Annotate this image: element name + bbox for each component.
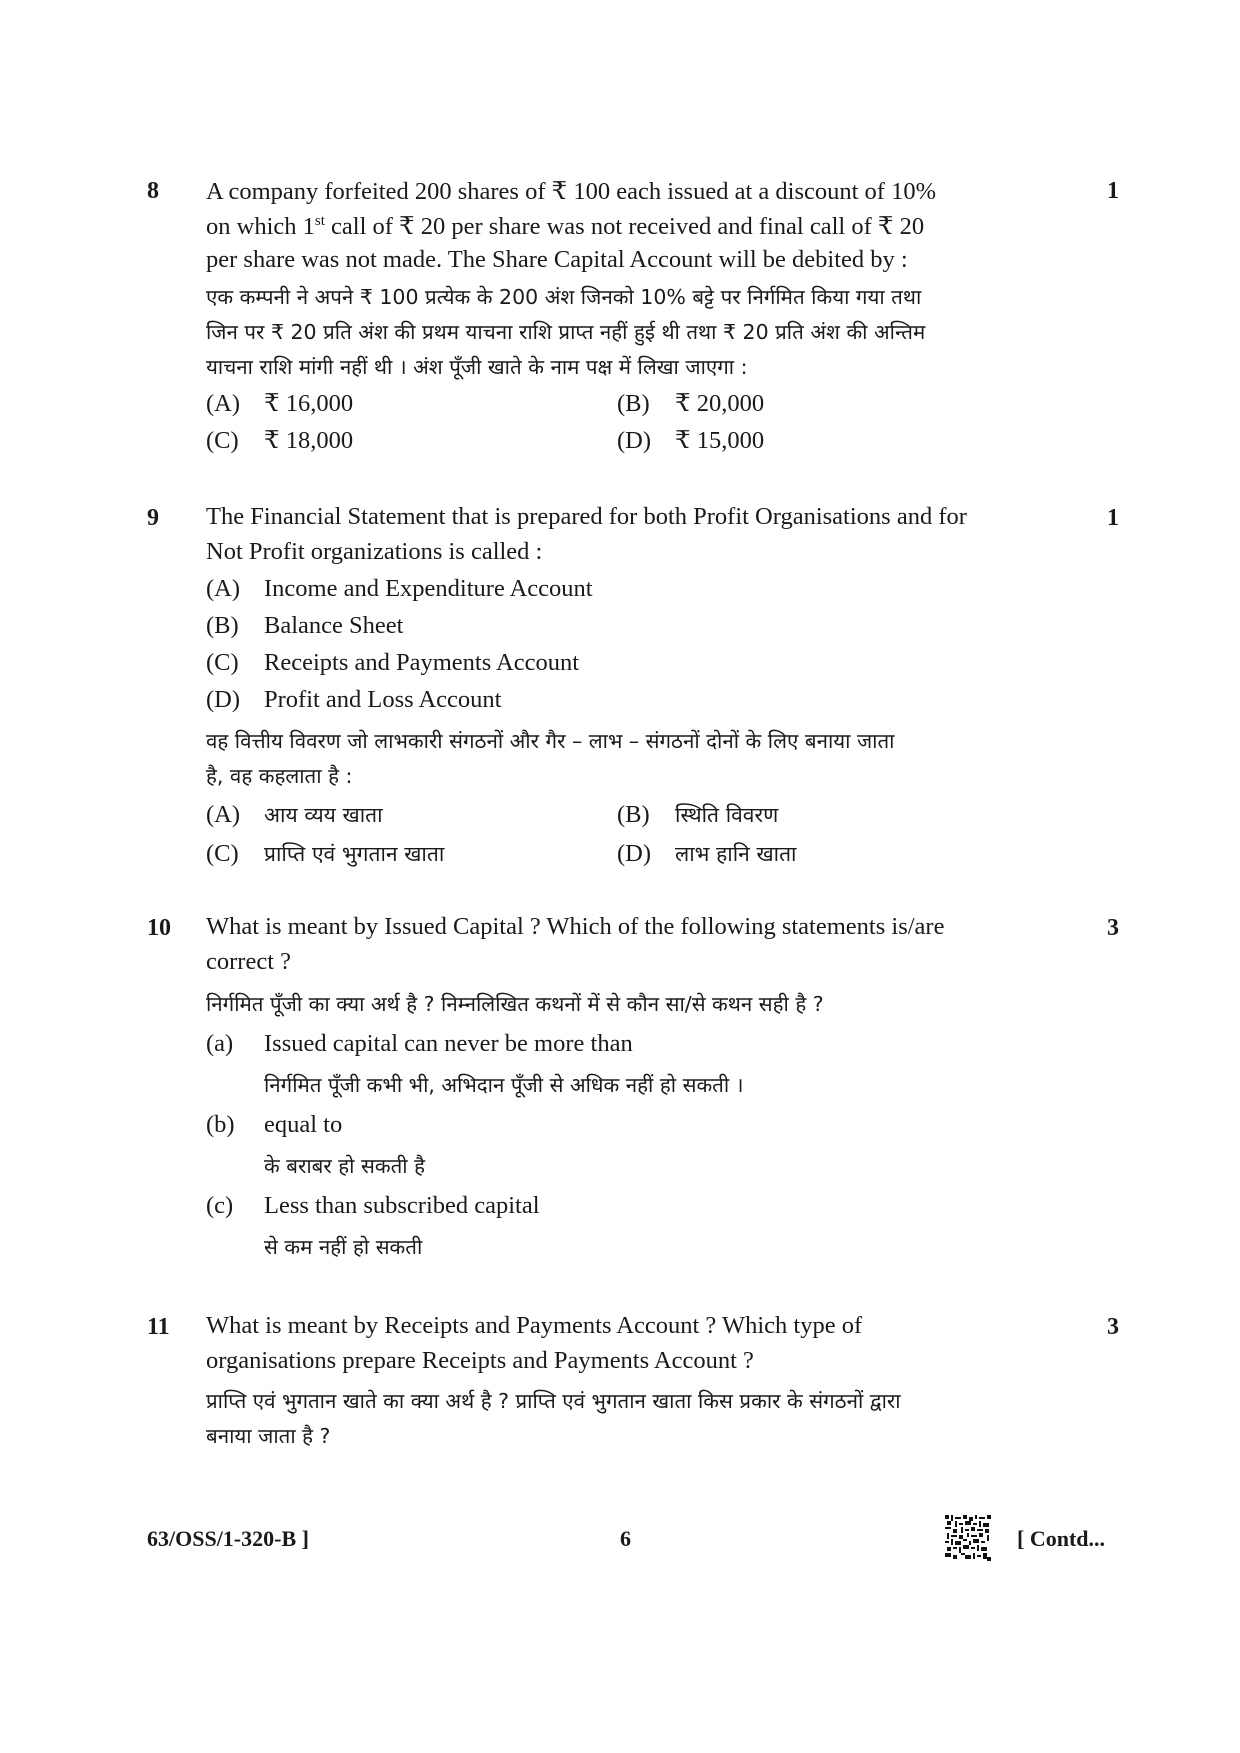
option-c: (C) ₹ 18,000 (206, 427, 354, 454)
question-text-en: What is meant by Issued Capital ? Which of the following statements is/are (206, 913, 945, 940)
question-text-en: on which 1st call of ₹ 20 per share was not received and final call of ₹ 20 (206, 212, 925, 240)
question-text-hi: निर्गमित पूँजी का क्या अर्थ है ? निम्नलिखित कथनों में से कौन सा/से कथन सही है ? (206, 992, 824, 1016)
exam-page: 8 1 A company forfeited 200 shares of ₹ 100 each issued at a discount of 10% on which 1st call of ₹ 20 per share was not received and final call of ₹ 20 per share was not made. The Share Capital Account will be debited by : एक कम्पनी ने अपने ₹ 100 प्रत्येक के 200 अंश जिनको 10% बट्टे पर निर्गमित किया गया तथा जिन पर ₹ 20 प्रति अंश की प्रथम याचना राशि प्राप्त नहीं हुई थी तथा ₹ 20 प्रति अंश की अन्तिम याचना राशि मांगी नहीं थी । अंश पूँजी खाते के नाम पक्ष में लिखा जाएगा : (A) ₹ 16,000 (B) ₹ 20,000 (C) ₹ 18,000 (D) ₹ 15,000 9 1 The Financial Statement that is prepared for both Profit Organisations and for Not Profit organizations is called : (A) Income and Expenditure Account (B) Balance Sheet (C) Receipts and Payments Account (D) Profit and Loss Account वह वित्तीय विवरण जो लाभकारी संगठनों और गैर – लाभ – संगठनों दोनों के लिए बनाया जाता है, वह कहलाता है : (A) आय व्यय खाता (B) स्थिति विवरण (C) प्राप्ति एवं भुगतान खाता (D) लाभ हानि खाता 10 3 What is meant by Issued Capital ? Which of the following statements is/are correct ? निर्गमित पूँजी का क्या अर्थ है ? निम्नलिखित कथनों में से कौन सा/से कथन सही है ? (a) Issued capital can never be more than निर्गमित पूँजी कभी भी, अभिदान पूँजी से अधिक नहीं हो सकती । (b) equal to के बराबर हो सकती है (c) Less than subscribed capital से कम नहीं हो सकती 11 3 What is meant by Receipts and Payments Account ? Which type of organisations prepare Receipts and Payments Account ? प्राप्ति एवं भुगतान खाते का क्या अर्थ है ? प्राप्ति एवं भुगतान खाता किस प्रकार के संगठनों द्वारा बनाया जाता है ? 63/OSS/1-320-B ] 6 [ Contd... (0, 0, 1240, 1753)
question-number: 8 (147, 178, 159, 204)
question-marks: 3 (1107, 1314, 1119, 1340)
statement-b-hi: के बराबर हो सकती है (264, 1154, 425, 1178)
question-text-hi: प्राप्ति एवं भुगतान खाते का क्या अर्थ है ? प्राप्ति एवं भुगतान खाता किस प्रकार के संगठनों द्वारा (206, 1389, 901, 1413)
question-text-en: What is meant by Receipts and Payments Account ? Which type of (206, 1312, 863, 1339)
question-text-hi: याचना राशि मांगी नहीं थी । अंश पूँजी खाते के नाम पक्ष में लिखा जाएगा : (206, 355, 748, 379)
question-text-hi: जिन पर ₹ 20 प्रति अंश की प्रथम याचना राशि प्राप्त नहीं हुई थी तथा ₹ 20 प्रति अंश की अन्तिम (206, 320, 926, 344)
option-b: (B) ₹ 20,000 (617, 390, 765, 417)
option-d: (D) Profit and Loss Account (206, 686, 502, 713)
option-d: (D) ₹ 15,000 (617, 427, 765, 454)
question-number: 10 (147, 915, 171, 941)
option-b-hi: (B) स्थिति विवरण (617, 801, 779, 828)
option-a: (A) Income and Expenditure Account (206, 575, 593, 602)
question-text-en: organisations prepare Receipts and Payments Account ? (206, 1347, 754, 1374)
statement-a-hi: निर्गमित पूँजी कभी भी, अभिदान पूँजी से अधिक नहीं हो सकती । (264, 1073, 744, 1097)
page-number: 6 (620, 1526, 631, 1551)
question-marks: 1 (1107, 178, 1119, 204)
question-number: 11 (147, 1314, 170, 1340)
question-text-en: The Financial Statement that is prepared for both Profit Organisations and for (206, 503, 967, 530)
question-text-hi: है, वह कहलाता है : (206, 764, 353, 788)
option-b: (B) Balance Sheet (206, 612, 404, 639)
question-text-hi: एक कम्पनी ने अपने ₹ 100 प्रत्येक के 200 अंश जिनको 10% बट्टे पर निर्गमित किया गया तथा (206, 285, 922, 309)
option-a-hi: (A) आय व्यय खाता (206, 801, 383, 828)
question-marks: 3 (1107, 915, 1119, 941)
question-text-hi: बनाया जाता है ? (206, 1424, 331, 1448)
question-text-en: per share was not made. The Share Capital Account will be debited by : (206, 246, 908, 273)
option-a: (A) ₹ 16,000 (206, 390, 354, 417)
question-number: 9 (147, 505, 159, 531)
statement-c-hi: से कम नहीं हो सकती (264, 1235, 423, 1259)
question-text-hi: वह वित्तीय विवरण जो लाभकारी संगठनों और गैर – लाभ – संगठनों दोनों के लिए बनाया जाता (206, 729, 895, 753)
option-c-hi: (C) प्राप्ति एवं भुगतान खाता (206, 840, 445, 867)
paper-code: 63/OSS/1-320-B ] (147, 1526, 309, 1551)
continued-label: [ Contd... (1017, 1526, 1106, 1551)
question-text-en: Not Profit organizations is called : (206, 538, 543, 565)
option-d-hi: (D) लाभ हानि खाता (617, 840, 797, 867)
question-text-en: A company forfeited 200 shares of ₹ 100 each issued at a discount of 10% (206, 178, 936, 205)
option-c: (C) Receipts and Payments Account (206, 649, 580, 676)
qr-code-icon (945, 1515, 991, 1561)
question-text-en: correct ? (206, 948, 291, 975)
question-marks: 1 (1107, 505, 1119, 531)
